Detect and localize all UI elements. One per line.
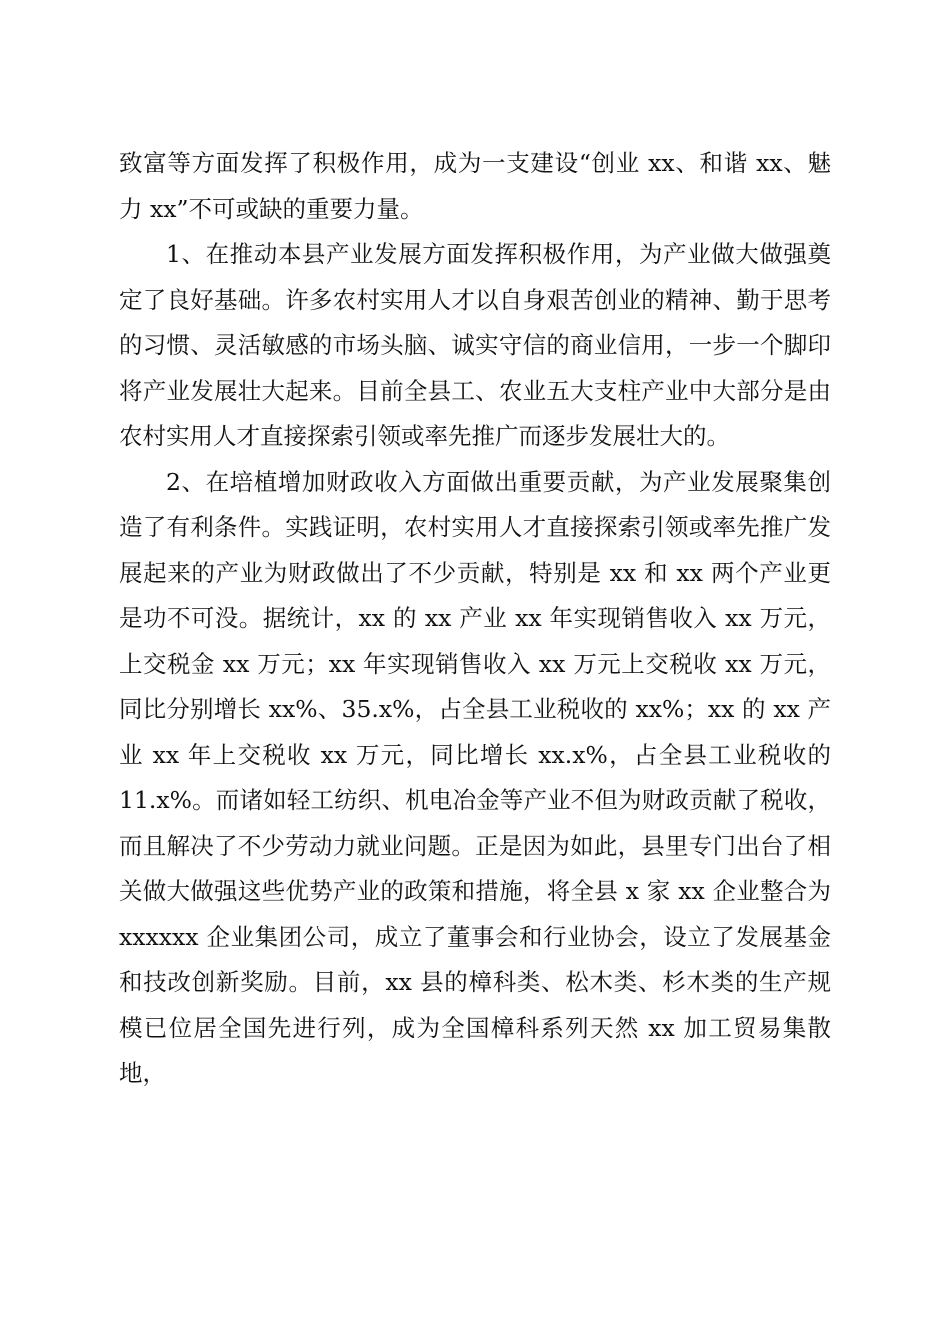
document-body (119, 141, 831, 1097)
paragraph-fiscal-revenue: 2、在培植增加财政收入方面做出重要贡献，为产业发展聚集创造了有利条件。实践证明，农村实用人才直接探索引领或率先推广发展起来的产业为财政做出了不少贡献，特别是 xx 和 xx 两个产业更是功不可没。据统计，xx 的 xx 产业 xx 年实现销售收入 xx 万元，上交税金 xx 万元；xx 年实现销售收入 xx 万元上交税收 xx 万元，同比分别增长 xx%、35.x%，占全县工业税收的 xx%；xx 的 xx 产业 xx 年上交税收 xx 万元，同比增长 xx.x%，占全县工业税收的 11.x%。而诸如轻工纺织、机电冶金等产业不但为财政贡献了税收，而且解决了不少劳动力就业问题。正是因为如此，县里专门出台了相关做大做强这些优势产业的政策和措施，将全县 x 家 xx 企业整合为 xxxxxx 企业集团公司，成立了董事会和行业协会，设立了发展基金和技改创新奖励。目前，xx 县的樟科类、松木类、杉木类的生产规模已位居全国先进行列，成为全国樟科系列天然 xx 加工贸易集散地， (119, 467, 831, 1087)
paragraph-continuation: 致富等方面发挥了积极作用，成为一支建设“创业 xx、和谐 xx、魅力 xx”不可或缺的重要力量。 (119, 149, 831, 223)
paragraph-industry-development: 1、在推动本县产业发展方面发挥积极作用，为产业做大做强奠定了良好基础。许多农村实用人才以自身艰苦创业的精神、勤于思考的习惯、灵活敏感的市场头脑、诚实守信的商业信用，一步一个脚印将产业发展壮大起来。目前全县工、农业五大支柱产业中大部分是由农村实用人才直接探索引领或率先推广而逐步发展壮大的。 (119, 240, 831, 450)
